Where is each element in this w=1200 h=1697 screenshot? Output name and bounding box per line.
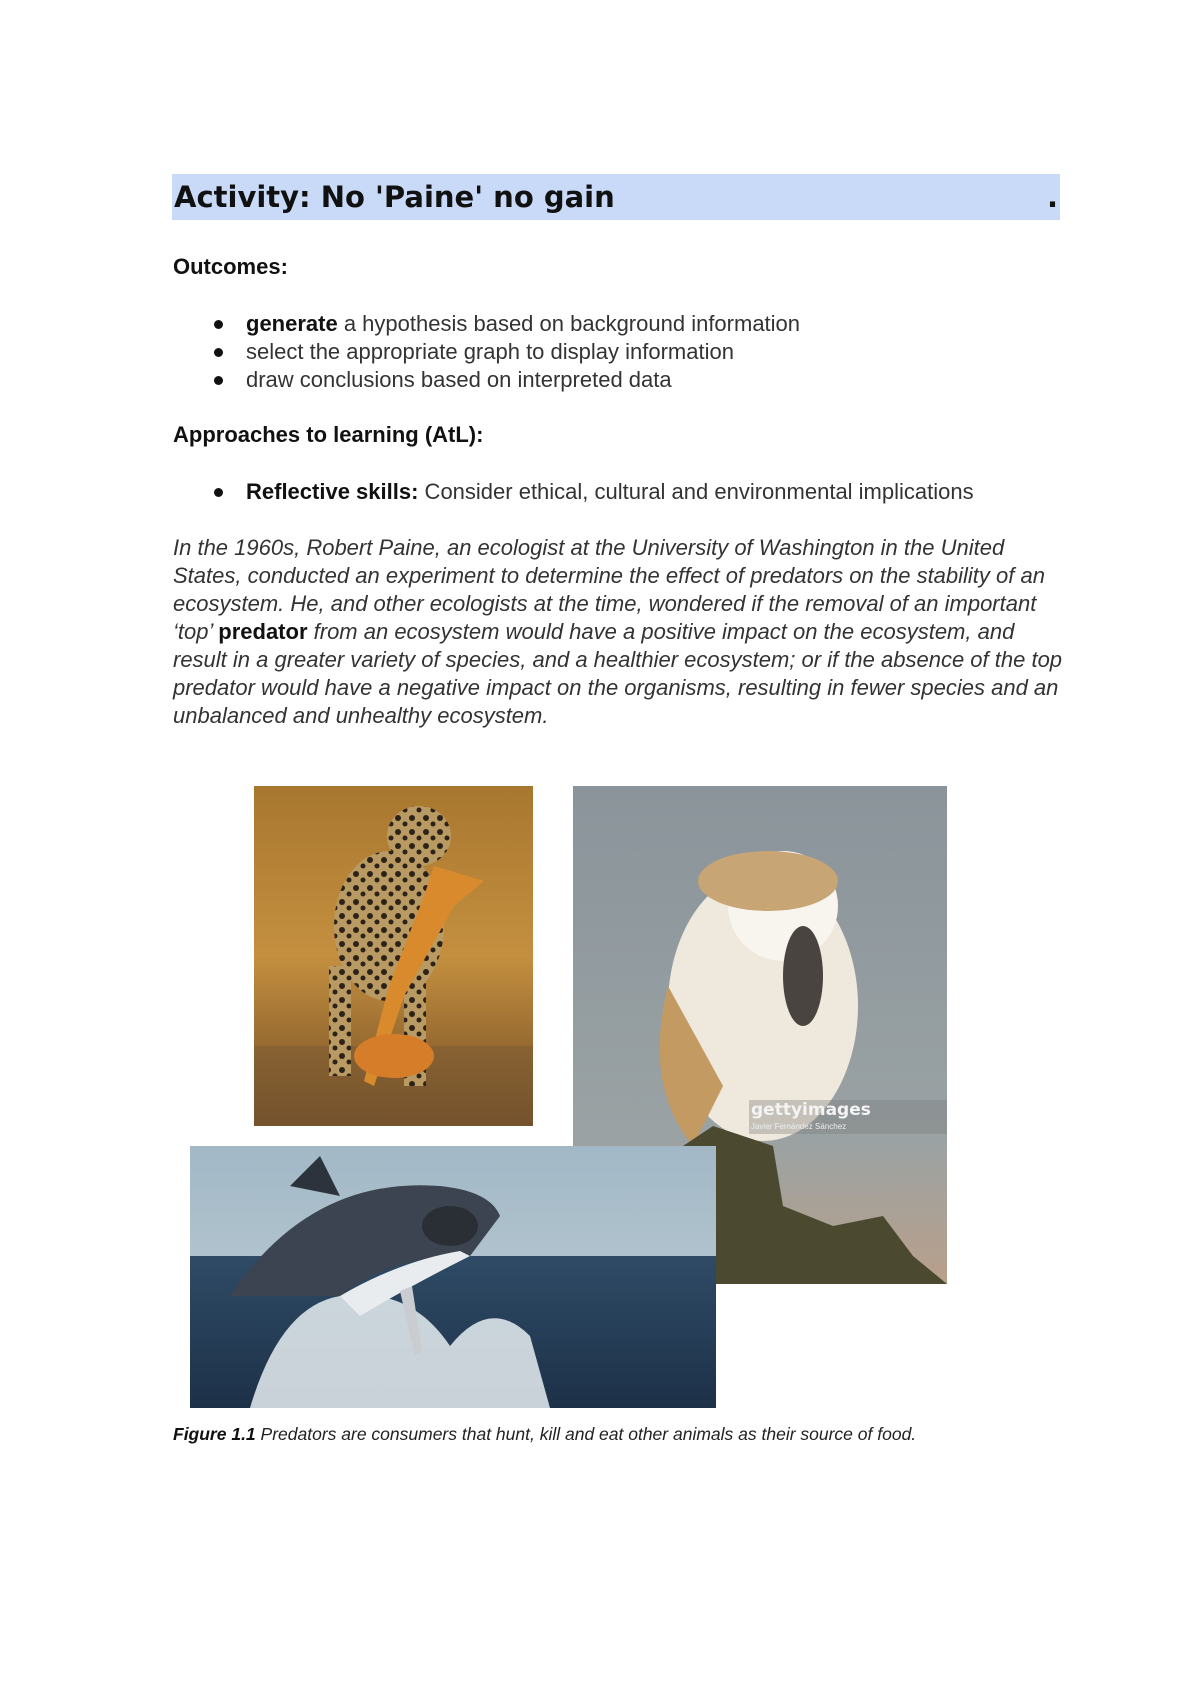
shark-photo — [190, 1146, 716, 1408]
bullet-icon — [214, 320, 223, 329]
outcome-text: a hypothesis based on background information — [337, 311, 801, 336]
outcomes-list — [212, 310, 800, 394]
activity-title-bar — [172, 174, 1060, 220]
photo-credit: Javier Fernández Sánchez — [751, 1122, 847, 1131]
intro-keyword: predator — [218, 619, 308, 644]
getty-watermark: gettyimages — [751, 1100, 871, 1120]
title-trailing-dot: . — [1046, 180, 1058, 214]
outcome-keyword: generate — [246, 311, 338, 336]
figure-label: Figure 1.1 — [173, 1424, 256, 1444]
outcome-item — [212, 366, 800, 394]
atl-item — [212, 478, 974, 506]
bullet-icon — [214, 348, 223, 357]
outcome-text: select the appropriate graph to display information — [246, 339, 734, 364]
intro-paragraph — [173, 534, 1073, 730]
leopard-photo — [254, 786, 533, 1126]
figure-caption — [173, 1424, 916, 1445]
outcome-text: draw conclusions based on interpreted data — [246, 367, 672, 392]
activity-title: Activity: No 'Paine' no gain — [174, 180, 615, 214]
outcome-item — [212, 310, 800, 338]
figure-caption-text: Predators are consumers that hunt, kill and eat other animals as their source of food. — [255, 1424, 917, 1444]
outcomes-heading: Outcomes: — [173, 254, 288, 279]
intro-text-1: In the 1960s, Robert Paine, an ecologist at the University of Washington in the United States, conducted an experiment to determine the effect of predators on the stability of an ecosystem. He, and other ecologists at the time, wondered if the removal of an important ‘top’ — [173, 535, 1045, 644]
bullet-icon — [214, 488, 223, 497]
atl-text: Consider ethical, cultural and environmental implications — [418, 479, 974, 504]
bullet-icon — [214, 376, 223, 385]
outcome-item — [212, 338, 800, 366]
atl-heading: Approaches to learning (AtL): — [173, 422, 484, 447]
intro-text-2: from an ecosystem would have a positive impact on the ecosystem, and result in a greater variety of species, and a healthier ecosystem; or if the absence of the top predator would have a negative impact on the organisms, resulting in fewer species and an unbalanced and unhealthy ecosystem. — [173, 619, 1063, 728]
atl-keyword: Reflective skills: — [246, 479, 419, 504]
atl-list — [212, 478, 974, 506]
